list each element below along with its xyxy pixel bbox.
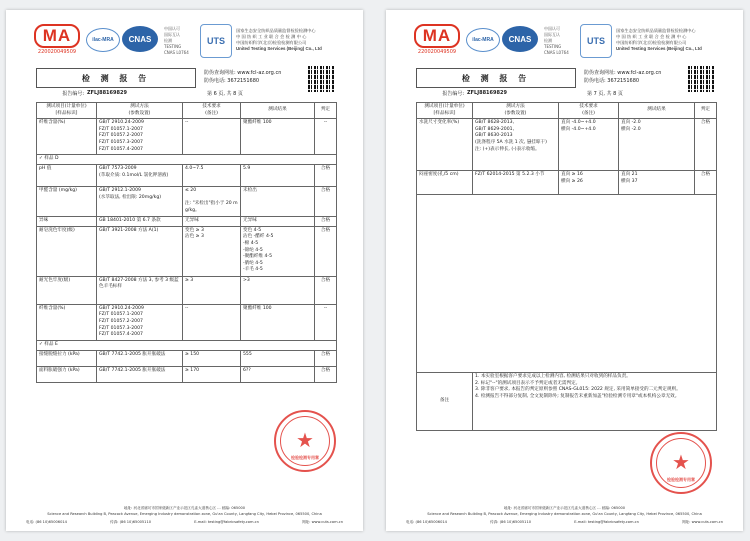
- technical-requirement: 无异味: [183, 217, 241, 227]
- test-method: GB/T 7742.1-2005 胀开胀破法: [97, 366, 183, 382]
- inspection-seal: [274, 410, 336, 472]
- footer-tel: 电话: (86 10)65006014: [26, 520, 67, 524]
- verification-info: [584, 69, 684, 85]
- org-name-cn-2: 中 国 纺 织 工 业 联 合 会 检 测 中 心: [616, 34, 687, 39]
- test-result: 聚酯纤维 100: [241, 119, 315, 155]
- table-row: [37, 304, 337, 340]
- sample-section-row: [37, 155, 337, 165]
- technical-requirement: 4.0~7.5: [183, 165, 241, 187]
- uts-logo: UTS: [580, 24, 612, 58]
- verify-phone: 防伪电话: 3672151680: [204, 78, 260, 84]
- technical-requirement: --: [183, 304, 241, 340]
- test-result: 555: [241, 350, 315, 366]
- org-name-cn-1: 国家生态安全纺织品质量监督检验检测中心: [616, 28, 696, 33]
- ilac-mra-logo: ilac-MRA: [86, 28, 120, 52]
- test-results-table: [416, 102, 717, 431]
- test-item: 耐光色牢度(级): [37, 276, 97, 304]
- column-header: 测试项目(计量单位) [样品标识]: [417, 103, 473, 119]
- footer-address-en: Science and Research Building B, Peacock Avenue, Emerging Industry demonstration zone, Gu'an County, Langfang City, Hebei Province, 065500, China: [427, 512, 702, 516]
- test-item: 耐皂洗色牢度(级): [37, 226, 97, 276]
- report-number-label: 报告编号:: [442, 91, 464, 97]
- cma-logo: [34, 24, 80, 58]
- blank-cell: [417, 195, 717, 373]
- footer-website[interactable]: 网址: www.cuts.com.cn: [302, 520, 343, 524]
- footer-website[interactable]: 网址: www.cuts.com.cn: [682, 520, 723, 524]
- test-result: >3: [241, 276, 315, 304]
- org-name-cn-3: 中国纺织科学(北京)检验检测有限公司: [236, 40, 307, 45]
- test-method: GB/T 2910.24-2009 FZ/T 01057.1-2007 FZ/T 01057.2-2007 FZ/T 01057.3-2007 FZ/T 01057.4-2007: [97, 304, 183, 340]
- column-header: 测试项目(计量单位) [样品标识]: [37, 103, 97, 119]
- column-header: 技术要求 (备注): [559, 103, 619, 119]
- table-row: [417, 171, 717, 195]
- technical-requirement: 直向 ≥ 16 横向 ≥ 26: [559, 171, 619, 195]
- verify-phone: 防伪电话: 3672151680: [584, 78, 640, 84]
- remarks-label: 备注: [417, 373, 473, 431]
- report-number: ZFLJ88169829: [87, 90, 127, 96]
- organization-names: [236, 28, 356, 51]
- table-header-row: [37, 103, 337, 119]
- report-number-label: 报告编号:: [62, 91, 84, 97]
- report-number: ZFLJ88169829: [467, 90, 507, 96]
- test-item: 纤维含量(%): [37, 119, 97, 155]
- test-method: GB 18401-2010 第 6.7 条款: [97, 217, 183, 227]
- judgement: --: [315, 119, 337, 155]
- footer: [396, 505, 733, 517]
- footer-email[interactable]: E-mail: testing@fabricsafety.com.cn: [574, 520, 639, 524]
- test-item: pH 值: [37, 165, 97, 187]
- report-title: 检 测 报 告: [36, 68, 196, 88]
- column-header: 测试方法 (参数设置): [473, 103, 559, 119]
- cnas-accreditation-text: 中国认可 国际互认 检测 TESTING CNAS L0764: [164, 26, 189, 55]
- report-page-6: [6, 10, 363, 531]
- table-row: [417, 119, 717, 171]
- table-row: [37, 226, 337, 276]
- org-name-en: United Testing Services (Beijing) Co., Ltd: [236, 46, 322, 51]
- table-row: [37, 217, 337, 227]
- page-info: 第 6 页, 共 8 页: [207, 91, 243, 97]
- column-header: 判定: [695, 103, 717, 119]
- footer-email[interactable]: E-mail: testing@fabricsafety.com.cn: [194, 520, 259, 524]
- seal-star-icon: ★: [296, 428, 314, 452]
- verify-website: 防伪查询网址: www.fcl-az.org.cn: [584, 70, 662, 76]
- test-item: 异味: [37, 217, 97, 227]
- footer-fax: 传真: (86 10)65005110: [490, 520, 532, 524]
- test-result: 聚酯纤维 100: [241, 304, 315, 340]
- ilac-mra-logo: ilac-MRA: [466, 28, 500, 52]
- judgement: 合格: [695, 171, 717, 195]
- technical-requirement: 直向 -4.0~+4.0 横向 -4.0~+4.0: [559, 119, 619, 171]
- table-header-row: [417, 103, 717, 119]
- test-method: GB/T 7573-2009 (萃取介质: 0.1mol/L 氯化钾溶液): [97, 165, 183, 187]
- test-item: 纤维含量(%): [37, 304, 97, 340]
- cnas-logo: CNAS: [122, 26, 158, 52]
- seal-text: 检验检测专用章: [291, 455, 319, 460]
- test-item: 水洗尺寸变化率(%): [417, 119, 473, 171]
- technical-requirement: --: [183, 119, 241, 155]
- cnas-logo: CNAS: [502, 26, 538, 52]
- judgement: 合格: [315, 187, 337, 217]
- column-header: 测试方法 (参数设置): [97, 103, 183, 119]
- judgement: 合格: [315, 226, 337, 276]
- table-row: [37, 350, 337, 366]
- report-title-area: [416, 68, 716, 100]
- test-result: 5.9: [241, 165, 315, 187]
- test-method: GB/T 8427-2008 方法 3, 参考 3 级蓝色羊毛标样: [97, 276, 183, 304]
- technical-requirement: 变色 ≥ 3 沾色 ≥ 3: [183, 226, 241, 276]
- test-result: 未检出: [241, 187, 315, 217]
- org-name-cn-3: 中国纺织科学(北京)检验检测有限公司: [616, 40, 687, 45]
- technical-requirement: ≥ 170: [183, 366, 241, 382]
- report-page-7: [386, 10, 743, 531]
- sample-label: ✓ 样品 E: [37, 340, 337, 350]
- judgement: 合格: [315, 350, 337, 366]
- cnas-accreditation-text: 中国认可 国际互认 检测 TESTING CNAS L0764: [544, 26, 569, 55]
- judgement: 合格: [315, 217, 337, 227]
- verify-website: 防伪查询网址: www.fcl-az.org.cn: [204, 70, 282, 76]
- test-result: 6??: [241, 366, 315, 382]
- test-item: 闷座密度(孔/5 cm): [417, 171, 473, 195]
- seal-star-icon: ★: [672, 450, 690, 474]
- report-number-row: [416, 90, 716, 99]
- judgement: 合格: [315, 276, 337, 304]
- column-header: 测试结果: [241, 103, 315, 119]
- table-row: [37, 187, 337, 217]
- test-result: 变色 4-5 沾色 -醋纤 4-5 -棉 4-5 -锦纶 4-5 -聚酯纤维 4-5 -腈纶 4-5 -羊毛 4-5: [241, 226, 315, 276]
- report-header: [14, 16, 355, 64]
- footer-address-en: Science and Research Building B, Peacock Avenue, Emerging Industry demonstration zone, Gu'an County, Langfang City, Hebei Province, 065500, China: [47, 512, 322, 516]
- table-row: [37, 165, 337, 187]
- verification-info: [204, 69, 304, 85]
- cma-number: 220020049509: [37, 49, 77, 55]
- footer-contacts: [26, 519, 343, 525]
- table-row: [37, 119, 337, 155]
- footer-address: 地址: 河北省廊坊市国家级新区产业示范区孔雀大道核心区 ... 邮编: 065000: [503, 506, 626, 510]
- report-number-row: [36, 90, 336, 99]
- org-name-cn-1: 国家生态安全纺织品质量监督检验检测中心: [236, 28, 316, 33]
- table-row: [37, 366, 337, 382]
- sample-label: ✓ 样品 D: [37, 155, 337, 165]
- remarks-text: 1. 本实验室根据客户要求完成以上检测内容, 检测结果只对收到的样品负责。 2. 标记"--"的测试项目表示不予判定或者无需判定。 3. 除非客户要求, 本报告的判定原则参照 CNAS-GL015: 2022 规定, 采用简单接受的二元判定规则。 4. 检测报告不得部分复制, 全文复制除外; 复制报告未重新加盖"检验检测专用章"或本机构公章无效。: [473, 373, 717, 431]
- cma-logo-text: MA: [414, 24, 460, 48]
- test-result: 无异味: [241, 217, 315, 227]
- test-result: 直向 21 横向 37: [619, 171, 695, 195]
- test-method: GB/T 8628-2013, GB/T 8629-2001, GB/T 8630-2013 (洗涤程序 5A 水洗 1 次, 悬挂晾干) 注: (+)表示伸长, (-)表示收缩。: [473, 119, 559, 171]
- test-method: GB/T 2910.24-2009 FZ/T 01057.1-2007 FZ/T 01057.2-2007 FZ/T 01057.3-2007 FZ/T 01057.4-2007: [97, 119, 183, 155]
- column-header: 测试结果: [619, 103, 695, 119]
- table-row: [37, 276, 337, 304]
- inspection-seal: [650, 432, 712, 494]
- test-method: GB/T 7742.1-2005 胀开胀破法: [97, 350, 183, 366]
- judgement: 合格: [695, 119, 717, 171]
- cma-number: 220020049509: [417, 49, 457, 55]
- qr-code: [308, 66, 334, 92]
- remarks-row: [417, 373, 717, 431]
- report-title: 检 测 报 告: [416, 68, 576, 88]
- judgement: 合格: [315, 366, 337, 382]
- uts-logo: UTS: [200, 24, 232, 58]
- footer: [16, 505, 353, 517]
- test-item: 甲醛含量 (mg/kg): [37, 187, 97, 217]
- technical-requirement: ≥ 150: [183, 350, 241, 366]
- report-header: [394, 16, 735, 64]
- seal-text: 检验检测专用章: [667, 477, 695, 482]
- cma-logo-text: MA: [34, 24, 80, 48]
- footer-fax: 传真: (86 10)65005110: [110, 520, 152, 524]
- organization-names: [616, 28, 736, 51]
- test-method: GB/T 2912.1-2009 (水萃取法, 检出限: 20mg/kg): [97, 187, 183, 217]
- technical-requirement: ≥ 3: [183, 276, 241, 304]
- footer-contacts: [406, 519, 723, 525]
- sample-section-row: [37, 340, 337, 350]
- test-item: 面料胀破强力 (kPa): [37, 366, 97, 382]
- test-method: FZ/T 62014-2015 第 5.2.3 小节: [473, 171, 559, 195]
- judgement: --: [315, 304, 337, 340]
- test-results-table: [36, 102, 337, 383]
- footer-tel: 电话: (86 10)65006014: [406, 520, 447, 524]
- test-result: 直向 -2.0 横向 -2.0: [619, 119, 695, 171]
- org-name-cn-2: 中 国 纺 织 工 业 联 合 会 检 测 中 心: [236, 34, 307, 39]
- footer-address: 地址: 河北省廊坊市国家级新区产业示范区孔雀大道核心区 ... 邮编: 065000: [123, 506, 246, 510]
- test-item: 接缝脱缝拉力 (kPa): [37, 350, 97, 366]
- technical-requirement: ≤ 20 注: "未检出"指小于 20 mg/kg。: [183, 187, 241, 217]
- page-info: 第 7 页, 共 8 页: [587, 91, 623, 97]
- report-title-area: [36, 68, 336, 100]
- column-header: 判定: [315, 103, 337, 119]
- org-name-en: United Testing Services (Beijing) Co., Ltd: [616, 46, 702, 51]
- qr-code: [688, 66, 714, 92]
- blank-row: [417, 195, 717, 373]
- judgement: 合格: [315, 165, 337, 187]
- cma-logo: [414, 24, 460, 58]
- test-method: GB/T 3921-2008 方法 A(1): [97, 226, 183, 276]
- column-header: 技术要求 (备注): [183, 103, 241, 119]
